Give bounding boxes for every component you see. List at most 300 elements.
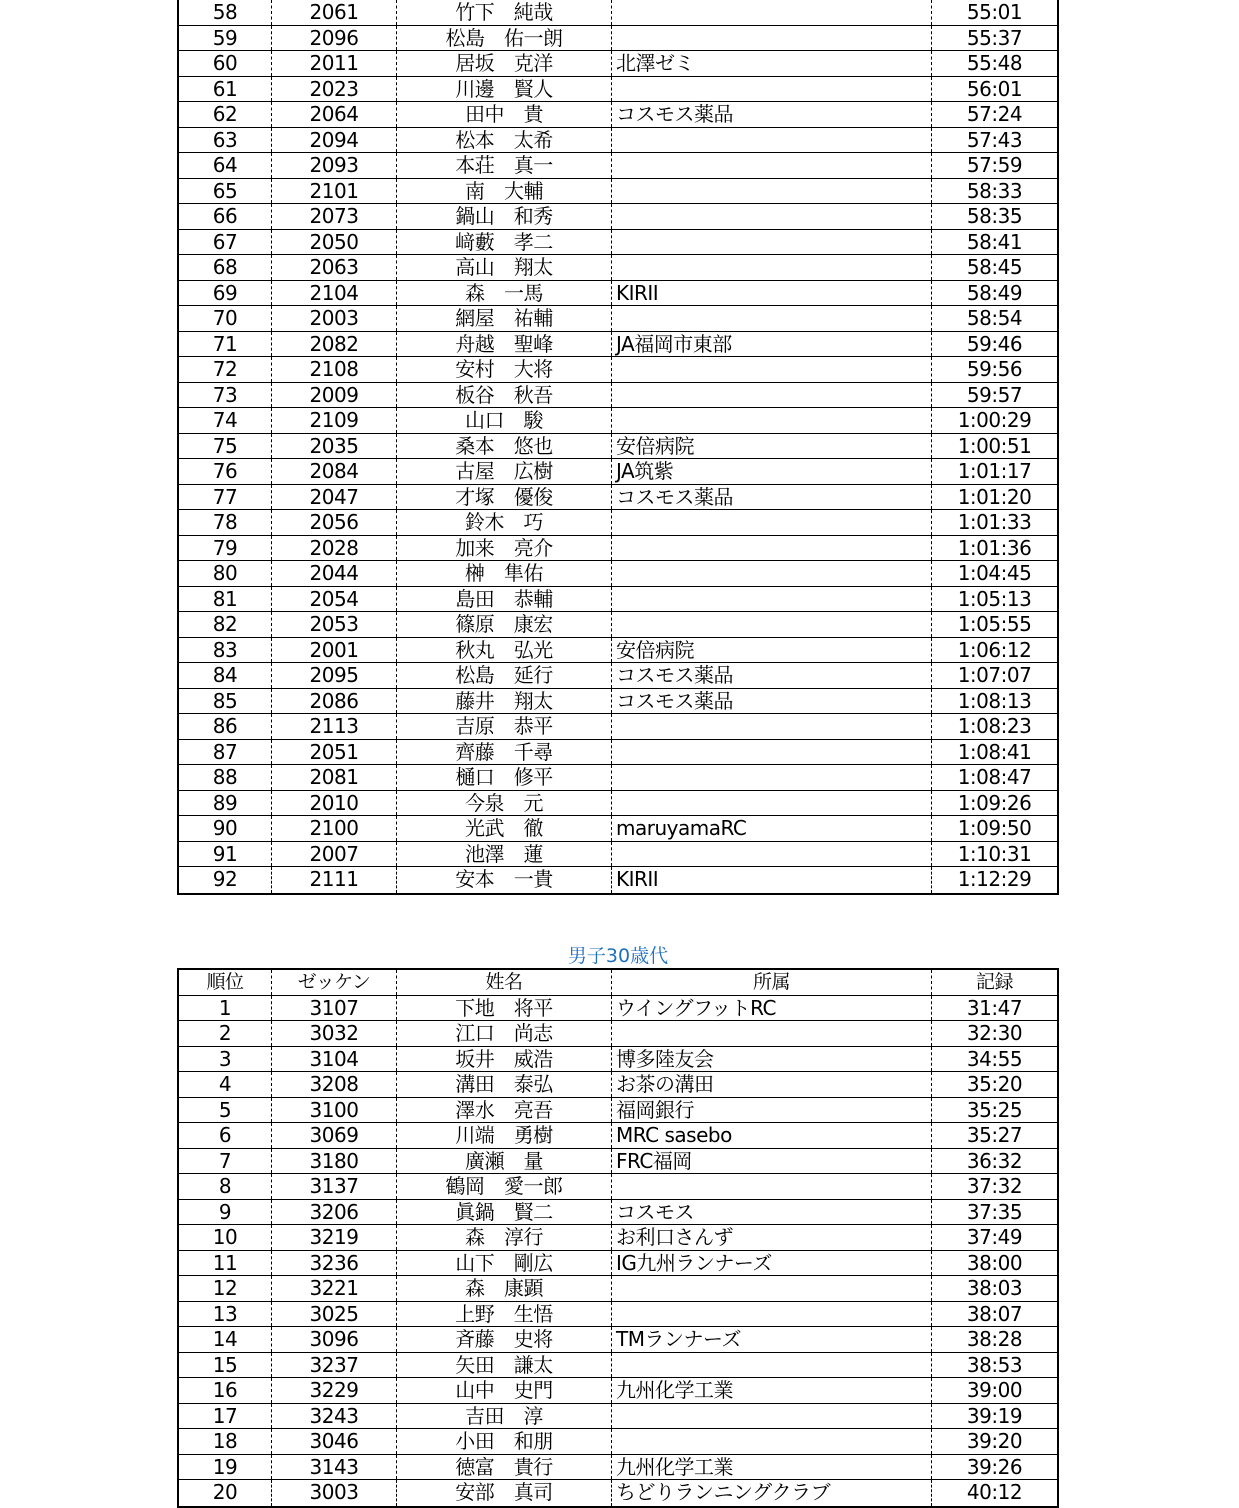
header-name: 姓名: [397, 970, 612, 995]
time-cell: 55:37: [966, 25, 1023, 50]
table-row: [179, 332, 1057, 358]
name-cell: 安部 真司: [397, 1480, 612, 1506]
affiliation-cell: [612, 1174, 932, 1199]
time-cell: 55:48: [966, 51, 1023, 75]
name-cell: 藤井 翔太: [397, 689, 612, 714]
time-cell: 58:54: [966, 306, 1023, 330]
affiliation-cell: [612, 255, 932, 280]
affiliation-cell: ウイングフットRC: [612, 996, 932, 1021]
table-row: [179, 204, 1057, 230]
bib-cell: 2084: [272, 459, 397, 484]
time-cell: 39:20: [966, 1429, 1023, 1453]
results-table-men-30s: [177, 968, 1059, 1508]
name-cell: 桑本 悠也: [397, 434, 612, 459]
affiliation-cell: [612, 26, 932, 51]
bib-cell: 2100: [272, 816, 397, 841]
rank-cell: 14: [179, 1327, 272, 1352]
name-cell: 上野 生悟: [397, 1302, 612, 1327]
bib-cell: 2101: [272, 179, 397, 204]
table-row: [179, 1404, 1057, 1430]
bib-cell: 3229: [272, 1378, 397, 1403]
name-cell: 溝田 泰弘: [397, 1072, 612, 1097]
affiliation-cell: [612, 1302, 932, 1327]
time-cell: 1:04:45: [957, 561, 1032, 585]
bib-cell: 2086: [272, 689, 397, 714]
rank-cell: 74: [179, 408, 272, 433]
table-row: [179, 765, 1057, 791]
table-row: [179, 128, 1057, 154]
affiliation-cell: 九州化学工業: [612, 1455, 932, 1480]
bib-cell: 3237: [272, 1353, 397, 1378]
table-row: [179, 1327, 1057, 1353]
bib-cell: 3219: [272, 1225, 397, 1250]
table-row: [179, 816, 1057, 842]
rank-cell: 7: [179, 1149, 272, 1174]
rank-cell: 4: [179, 1072, 272, 1097]
name-cell: 網屋 祐輔: [397, 306, 612, 331]
affiliation-cell: [612, 1021, 932, 1046]
header-time: 記録: [975, 971, 1013, 993]
rank-cell: 5: [179, 1098, 272, 1123]
table-row: [179, 1455, 1057, 1481]
affiliation-cell: IG九州ランナーズ: [612, 1251, 932, 1276]
rank-cell: 86: [179, 714, 272, 739]
name-cell: 坂井 威浩: [397, 1047, 612, 1072]
affiliation-cell: コスモス薬品: [612, 102, 932, 127]
name-cell: 榊 隼佑: [397, 561, 612, 586]
time-cell: 1:06:12: [957, 637, 1032, 662]
table-row: [179, 612, 1057, 638]
time-cell: 38:53: [966, 1352, 1023, 1377]
rank-cell: 87: [179, 740, 272, 765]
name-cell: 高山 翔太: [397, 255, 612, 280]
rank-cell: 59: [179, 26, 272, 51]
name-cell: 今泉 元: [397, 791, 612, 816]
table-row: [179, 51, 1057, 77]
table-row: [179, 434, 1057, 460]
name-cell: 齊藤 千尋: [397, 740, 612, 765]
affiliation-cell: [612, 714, 932, 739]
bib-cell: 3143: [272, 1455, 397, 1480]
name-cell: 舟越 聖峰: [397, 332, 612, 357]
bib-cell: 2063: [272, 255, 397, 280]
rank-cell: 9: [179, 1200, 272, 1225]
affiliation-cell: [612, 77, 932, 102]
bib-cell: 2047: [272, 485, 397, 510]
affiliation-cell: KIRII: [612, 867, 932, 893]
rank-cell: 62: [179, 102, 272, 127]
table-row: [179, 689, 1057, 715]
table-row: [179, 1276, 1057, 1302]
rank-cell: 72: [179, 357, 272, 382]
name-cell: 秋丸 弘光: [397, 638, 612, 663]
name-cell: 竹下 純哉: [397, 0, 612, 25]
name-cell: 池澤 蓮: [397, 842, 612, 867]
name-cell: 眞鍋 賢二: [397, 1200, 612, 1225]
table-row: [179, 1149, 1057, 1175]
time-cell: 55:01: [966, 0, 1023, 24]
affiliation-cell: JA筑紫: [612, 459, 932, 484]
time-cell: 1:05:13: [957, 586, 1032, 611]
name-cell: 鶴岡 愛一郎: [397, 1174, 612, 1199]
rank-cell: 68: [179, 255, 272, 280]
bib-cell: 3221: [272, 1276, 397, 1301]
time-cell: 59:46: [966, 331, 1023, 356]
rank-cell: 63: [179, 128, 272, 153]
time-cell: 1:08:23: [957, 714, 1032, 738]
time-cell: 1:08:47: [957, 765, 1032, 789]
table-row: [179, 153, 1057, 179]
name-cell: 江口 尚志: [397, 1021, 612, 1046]
name-cell: 澤水 亮吾: [397, 1098, 612, 1123]
table-row: [179, 510, 1057, 536]
section-title: 男子30歳代: [567, 945, 669, 967]
time-cell: 35:20: [966, 1072, 1023, 1096]
name-cell: 吉田 淳: [397, 1404, 612, 1429]
table-row: [179, 1047, 1057, 1073]
name-cell: 吉原 恭平: [397, 714, 612, 739]
name-cell: 森 康顕: [397, 1276, 612, 1301]
table-row: [179, 179, 1057, 205]
results-table-continued: [177, 0, 1059, 895]
affiliation-cell: [612, 1404, 932, 1429]
table-row: [179, 1429, 1057, 1455]
affiliation-cell: [612, 408, 932, 433]
rank-cell: 89: [179, 791, 272, 816]
affiliation-cell: [612, 128, 932, 153]
table-row: [179, 408, 1057, 434]
affiliation-cell: [612, 179, 932, 204]
bib-cell: 3104: [272, 1047, 397, 1072]
time-cell: 58:41: [966, 229, 1023, 254]
rank-cell: 64: [179, 153, 272, 178]
bib-cell: 2073: [272, 204, 397, 229]
affiliation-cell: [612, 357, 932, 382]
bib-cell: 2001: [272, 638, 397, 663]
bib-cell: 2082: [272, 332, 397, 357]
rank-cell: 60: [179, 51, 272, 76]
rank-cell: 20: [179, 1480, 272, 1506]
table-row: [179, 459, 1057, 485]
rank-cell: 17: [179, 1404, 272, 1429]
affiliation-cell: お茶の溝田: [612, 1072, 932, 1097]
name-cell: 松島 延行: [397, 663, 612, 688]
bib-cell: 3137: [272, 1174, 397, 1199]
bib-cell: 3032: [272, 1021, 397, 1046]
rank-cell: 6: [179, 1123, 272, 1148]
bib-cell: 2108: [272, 357, 397, 382]
affiliation-cell: 安倍病院: [612, 434, 932, 459]
table-header-row: [179, 970, 1057, 996]
affiliation-cell: [612, 612, 932, 637]
affiliation-cell: コスモス薬品: [612, 663, 932, 688]
bib-cell: 3236: [272, 1251, 397, 1276]
rank-cell: 78: [179, 510, 272, 535]
affiliation-cell: 九州化学工業: [612, 1378, 932, 1403]
name-cell: 﨑藪 孝二: [397, 230, 612, 255]
name-cell: 居坂 克洋: [397, 51, 612, 76]
affiliation-cell: [612, 204, 932, 229]
table-row: [179, 842, 1057, 868]
table-row: [179, 77, 1057, 103]
header-rank: 順位: [179, 970, 272, 995]
affiliation-cell: JA福岡市東部: [612, 332, 932, 357]
bib-cell: 2095: [272, 663, 397, 688]
rank-cell: 70: [179, 306, 272, 331]
time-cell: 1:09:50: [957, 816, 1032, 840]
time-cell: 36:32: [966, 1148, 1023, 1173]
rank-cell: 85: [179, 689, 272, 714]
name-cell: 南 大輔: [397, 179, 612, 204]
rank-cell: 11: [179, 1251, 272, 1276]
time-cell: 1:01:20: [957, 484, 1032, 509]
name-cell: 廣瀬 量: [397, 1149, 612, 1174]
time-cell: 40:12: [966, 1480, 1023, 1504]
bib-cell: 2109: [272, 408, 397, 433]
time-cell: 38:07: [966, 1301, 1023, 1326]
bib-cell: 3096: [272, 1327, 397, 1352]
rank-cell: 2: [179, 1021, 272, 1046]
affiliation-cell: コスモス薬品: [612, 689, 932, 714]
bib-cell: 2093: [272, 153, 397, 178]
bib-cell: 2096: [272, 26, 397, 51]
rank-cell: 3: [179, 1047, 272, 1072]
rank-cell: 82: [179, 612, 272, 637]
name-cell: 篠原 康宏: [397, 612, 612, 637]
name-cell: 田中 貴: [397, 102, 612, 127]
time-cell: 39:19: [966, 1403, 1023, 1428]
bib-cell: 2028: [272, 536, 397, 561]
name-cell: 川端 勇樹: [397, 1123, 612, 1148]
time-cell: 56:01: [966, 76, 1023, 101]
affiliation-cell: [612, 536, 932, 561]
table-row: [179, 638, 1057, 664]
time-cell: 38:00: [966, 1250, 1023, 1275]
time-cell: 1:07:07: [957, 663, 1032, 687]
rank-cell: 15: [179, 1353, 272, 1378]
rank-cell: 1: [179, 996, 272, 1021]
affiliation-cell: maruyamaRC: [612, 816, 932, 841]
rank-cell: 75: [179, 434, 272, 459]
bib-cell: 2113: [272, 714, 397, 739]
name-cell: 樋口 修平: [397, 765, 612, 790]
time-cell: 58:49: [966, 280, 1023, 305]
affiliation-cell: [612, 587, 932, 612]
rank-cell: 84: [179, 663, 272, 688]
bib-cell: 2064: [272, 102, 397, 127]
bib-cell: 3025: [272, 1302, 397, 1327]
rank-cell: 65: [179, 179, 272, 204]
name-cell: 鈴木 巧: [397, 510, 612, 535]
affiliation-cell: [612, 1276, 932, 1301]
table-row: [179, 1302, 1057, 1328]
table-row: [179, 536, 1057, 562]
time-cell: 59:56: [966, 357, 1023, 381]
bib-cell: 2104: [272, 281, 397, 306]
affiliation-cell: [612, 306, 932, 331]
name-cell: 松島 佑一朗: [397, 26, 612, 51]
bib-cell: 2035: [272, 434, 397, 459]
header-bib: ゼッケン: [272, 970, 397, 995]
affiliation-cell: [612, 0, 932, 25]
table-row: [179, 714, 1057, 740]
affiliation-cell: [612, 153, 932, 178]
bib-cell: 2003: [272, 306, 397, 331]
name-cell: 山下 剛広: [397, 1251, 612, 1276]
affiliation-cell: コスモス薬品: [612, 485, 932, 510]
bib-cell: 3208: [272, 1072, 397, 1097]
table-row: [179, 383, 1057, 409]
rank-cell: 16: [179, 1378, 272, 1403]
rank-cell: 13: [179, 1302, 272, 1327]
table-row: [179, 357, 1057, 383]
rank-cell: 73: [179, 383, 272, 408]
name-cell: 斉藤 史将: [397, 1327, 612, 1352]
bib-cell: 2044: [272, 561, 397, 586]
name-cell: 鍋山 和秀: [397, 204, 612, 229]
time-cell: 59:57: [966, 382, 1023, 407]
time-cell: 1:00:29: [957, 408, 1032, 432]
bib-cell: 3003: [272, 1480, 397, 1506]
bib-cell: 3107: [272, 996, 397, 1021]
table-row: [179, 587, 1057, 613]
rank-cell: 90: [179, 816, 272, 841]
rank-cell: 8: [179, 1174, 272, 1199]
table-row: [179, 230, 1057, 256]
time-cell: 1:01:33: [957, 510, 1032, 534]
name-cell: 小田 和朋: [397, 1429, 612, 1454]
name-cell: 古屋 広樹: [397, 459, 612, 484]
table-row: [179, 1123, 1057, 1149]
affiliation-cell: KIRII: [612, 281, 932, 306]
rank-cell: 91: [179, 842, 272, 867]
affiliation-cell: 福岡銀行: [612, 1098, 932, 1123]
bib-cell: 2053: [272, 612, 397, 637]
table-row: [179, 485, 1057, 511]
rank-cell: 19: [179, 1455, 272, 1480]
affiliation-cell: [612, 1353, 932, 1378]
bib-cell: 2009: [272, 383, 397, 408]
affiliation-cell: [612, 510, 932, 535]
table-row: [179, 867, 1057, 893]
table-row: [179, 1021, 1057, 1047]
table-row: [179, 255, 1057, 281]
table-row: [179, 740, 1057, 766]
table-row: [179, 561, 1057, 587]
time-cell: 1:08:13: [957, 688, 1032, 713]
time-cell: 37:49: [966, 1225, 1023, 1249]
rank-cell: 10: [179, 1225, 272, 1250]
time-cell: 1:08:41: [957, 739, 1032, 764]
time-cell: 38:03: [966, 1276, 1023, 1300]
time-cell: 31:47: [966, 995, 1023, 1020]
name-cell: 才塚 優俊: [397, 485, 612, 510]
affiliation-cell: TMランナーズ: [612, 1327, 932, 1352]
bib-cell: 2111: [272, 867, 397, 893]
rank-cell: 66: [179, 204, 272, 229]
affiliation-cell: [612, 230, 932, 255]
name-cell: 山口 駿: [397, 408, 612, 433]
time-cell: 37:32: [966, 1174, 1023, 1198]
table-row: [179, 26, 1057, 52]
table-row: [179, 1353, 1057, 1379]
time-cell: 1:09:26: [957, 790, 1032, 815]
table-row: [179, 1072, 1057, 1098]
time-cell: 1:01:36: [957, 535, 1032, 560]
affiliation-cell: [612, 765, 932, 790]
name-cell: 光武 徹: [397, 816, 612, 841]
table-row: [179, 102, 1057, 128]
affiliation-cell: [612, 1429, 932, 1454]
time-cell: 39:26: [966, 1454, 1023, 1479]
table-row: [179, 791, 1057, 817]
table-row: [179, 1480, 1057, 1506]
time-cell: 32:30: [966, 1021, 1023, 1045]
name-cell: 加来 亮介: [397, 536, 612, 561]
rank-cell: 80: [179, 561, 272, 586]
bib-cell: 3180: [272, 1149, 397, 1174]
rank-cell: 81: [179, 587, 272, 612]
bib-cell: 2081: [272, 765, 397, 790]
affiliation-cell: MRC sasebo: [612, 1123, 932, 1148]
affiliation-cell: 博多陸友会: [612, 1047, 932, 1072]
table-row: [179, 663, 1057, 689]
bib-cell: 3069: [272, 1123, 397, 1148]
time-cell: 57:43: [966, 127, 1023, 152]
name-cell: 森 一馬: [397, 281, 612, 306]
time-cell: 35:25: [966, 1097, 1023, 1122]
time-cell: 38:28: [966, 1327, 1023, 1351]
bib-cell: 2050: [272, 230, 397, 255]
name-cell: 島田 恭輔: [397, 587, 612, 612]
affiliation-cell: [612, 740, 932, 765]
table-row: [179, 996, 1057, 1022]
time-cell: 39:00: [966, 1378, 1023, 1402]
name-cell: 徳富 貴行: [397, 1455, 612, 1480]
time-cell: 57:24: [966, 102, 1023, 126]
affiliation-cell: コスモス: [612, 1200, 932, 1225]
bib-cell: 2011: [272, 51, 397, 76]
name-cell: 安村 大将: [397, 357, 612, 382]
time-cell: 58:33: [966, 178, 1023, 203]
time-cell: 35:27: [966, 1123, 1023, 1147]
rank-cell: 88: [179, 765, 272, 790]
affiliation-cell: [612, 791, 932, 816]
table-row: [179, 281, 1057, 307]
time-cell: 1:01:17: [957, 459, 1032, 483]
rank-cell: 18: [179, 1429, 272, 1454]
rank-cell: 92: [179, 867, 272, 893]
name-cell: 矢田 謙太: [397, 1353, 612, 1378]
table-row: [179, 1251, 1057, 1277]
time-cell: 37:35: [966, 1199, 1023, 1224]
table-row: [179, 1174, 1057, 1200]
rank-cell: 12: [179, 1276, 272, 1301]
affiliation-cell: [612, 842, 932, 867]
rank-cell: 67: [179, 230, 272, 255]
bib-cell: 2094: [272, 128, 397, 153]
bib-cell: 2051: [272, 740, 397, 765]
affiliation-cell: お利口さんず: [612, 1225, 932, 1250]
affiliation-cell: ちどりランニングクラブ: [612, 1480, 932, 1506]
affiliation-cell: 北澤ゼミ: [612, 51, 932, 76]
affiliation-cell: 安倍病院: [612, 638, 932, 663]
bib-cell: 3100: [272, 1098, 397, 1123]
name-cell: 川邊 賢人: [397, 77, 612, 102]
rank-cell: 77: [179, 485, 272, 510]
time-cell: 58:35: [966, 204, 1023, 228]
bib-cell: 2054: [272, 587, 397, 612]
